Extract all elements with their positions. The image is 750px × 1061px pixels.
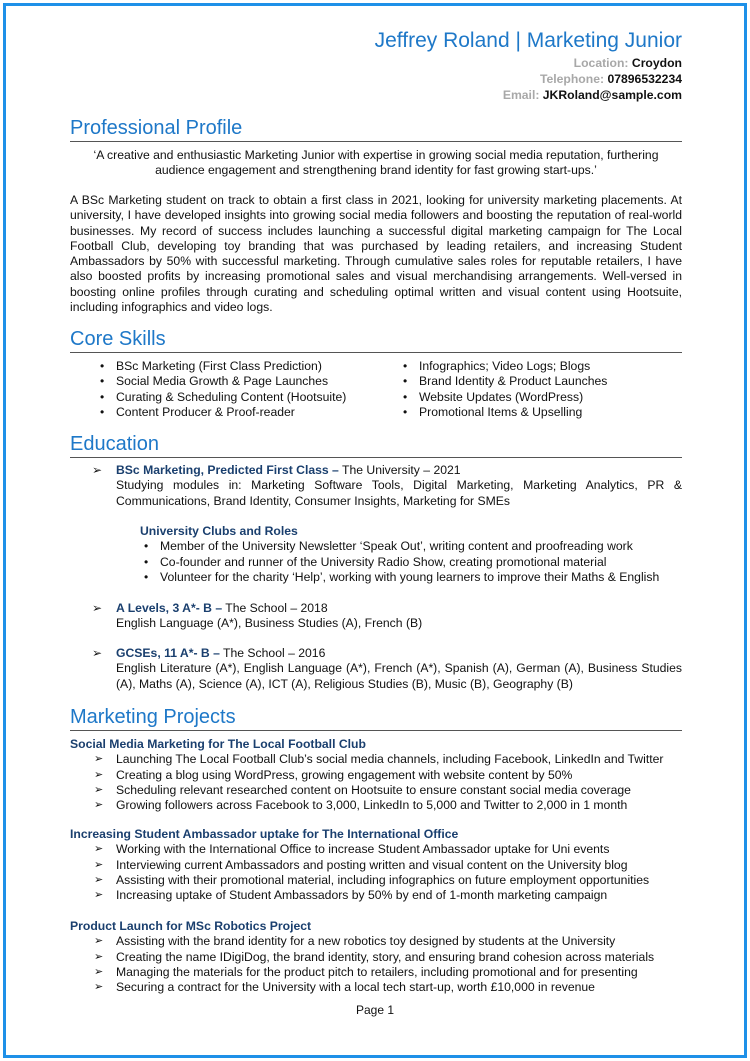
skill-item: • Brand Identity & Product Launches	[397, 374, 682, 389]
project-points	[70, 934, 682, 995]
degree-institution: The University – 2021	[338, 463, 461, 477]
project-point: ➢ Working with the International Office to increase Student Ambassador uptake for Uni events	[70, 842, 682, 857]
arrow-bullet-icon: ➢	[92, 463, 103, 477]
project-block	[70, 919, 682, 995]
telephone-value: 07896532234	[607, 72, 682, 86]
degree-modules: Studying modules in: Marketing Software Tools, Digital Marketing, Marketing Analytics, PR & Communications, Brand Identity, Consumer Insights, Marketing for SMEs	[116, 478, 682, 508]
email-value[interactable]: JKRoland@sample.com	[542, 88, 682, 102]
contact-telephone	[540, 72, 682, 87]
email-label: Email:	[502, 88, 540, 102]
arrow-bullet-icon: ➢	[92, 646, 103, 660]
skill-item: • Website Updates (WordPress)	[397, 390, 682, 405]
location-value: Croydon	[631, 56, 682, 70]
project-block	[70, 827, 682, 903]
clubs-heading: University Clubs and Roles	[140, 524, 298, 538]
project-point: ➢ Managing the materials for the product pitch to retailers, including promotional and for presenting	[70, 965, 682, 980]
project-point: ➢ Assisting with the brand identity for a new robotics toy designed by students at the University	[70, 934, 682, 949]
project-point: ➢ Creating a blog using WordPress, growing engagement with website content by 50%	[70, 768, 682, 783]
profile-quote: ‘A creative and enthusiastic Marketing Junior with expertise in growing social media reputation, furthering audience engagement and strengthening brand identity for fast growing start-ups.’	[93, 148, 659, 178]
project-point: ➢ Assisting with their promotional material, including infographics on future employment opportunities	[70, 873, 682, 888]
section-title-education: Education	[70, 432, 682, 458]
skill-item: • Content Producer & Proof-reader	[94, 405, 394, 420]
page-number: Page 1	[355, 1003, 395, 1017]
project-points	[70, 842, 682, 903]
section-title-profile: Professional Profile	[70, 116, 682, 142]
degree-subjects: English Literature (A*), English Language (A*), French (A*), Spanish (A), German (A), Business Studies (A), Maths (A), Science (A), ICT (A), Religious Studies (B), Music (B), Geography (B)	[116, 661, 682, 691]
skill-item: • Promotional Items & Upselling	[397, 405, 682, 420]
section-title-skills: Core Skills	[70, 327, 682, 353]
skill-item: • Social Media Growth & Page Launches	[94, 374, 394, 389]
degree-subjects: English Language (A*), Business Studies (A), French (B)	[116, 616, 423, 631]
club-item: • Member of the University Newsletter ‘Speak Out’, writing content and proofreading work	[138, 539, 682, 554]
degree-institution: The School – 2016	[219, 646, 326, 660]
degree-title: BSc Marketing, Predicted First Class –	[116, 463, 339, 477]
project-block	[70, 737, 682, 813]
skills-list-right	[397, 359, 682, 420]
club-item: • Volunteer for the charity ‘Help’, working with young learners to improve their Maths & English	[138, 570, 682, 585]
arrow-bullet-icon: ➢	[92, 601, 103, 615]
section-title-projects: Marketing Projects	[70, 705, 682, 731]
degree-title: A Levels, 3 A*- B –	[116, 601, 223, 615]
project-point: ➢ Launching The Local Football Club’s social media channels, including Facebook, LinkedIn and Twitter	[70, 752, 682, 767]
skill-item: • Infographics; Video Logs; Blogs	[397, 359, 682, 374]
project-heading: Product Launch for MSc Robotics Project	[70, 919, 312, 933]
location-label: Location:	[573, 56, 629, 70]
university-clubs	[140, 524, 682, 585]
project-heading: Social Media Marketing for The Local Football Club	[70, 737, 366, 751]
education-entry-gcses	[92, 646, 682, 692]
skill-item: • BSc Marketing (First Class Prediction)	[94, 359, 394, 374]
skills-list-left	[94, 359, 394, 420]
clubs-list	[138, 539, 682, 585]
project-points	[70, 752, 682, 813]
telephone-label: Telephone:	[539, 72, 605, 86]
club-item: • Co-founder and runner of the University Radio Show, creating promotional material	[138, 555, 682, 570]
project-point: ➢ Interviewing current Ambassadors and posting written and visual content on the University blog	[70, 858, 682, 873]
profile-summary: A BSc Marketing student on track to obtain a first class in 2021, looking for university marketing placements. At university, I have developed insights into growing social media followers and boosting the reputation of real-world businesses. My record of success includes launching a successful digital marketing campaign for The Local Football Club, developing toy branding that was purchased by leading retailers, and increasing Student Ambassadors by 50% with successful marketing. Through cumulative sales roles for reputable retailers, I have also boosted profits by increasing promotional sales and visual merchandising arrangements. Well-versed in boosting online profiles through curating and scheduling optimal written and visual content using Hootsuite, including infographics and video logs.	[70, 193, 682, 315]
skill-item: • Curating & Scheduling Content (Hootsuite)	[94, 390, 394, 405]
education-entry-bsc	[92, 463, 682, 509]
project-point: ➢ Increasing uptake of Student Ambassadors by 50% by end of 1-month marketing campaign	[70, 888, 682, 903]
project-point: ➢ Securing a contract for the University with a local tech start-up, worth £10,000 in revenue	[70, 980, 682, 995]
degree-institution: The School – 2018	[222, 601, 328, 615]
project-point: ➢ Creating the name IDigiDog, the brand identity, story, and ensuring brand cohesion across materials	[70, 950, 682, 965]
contact-email	[503, 88, 682, 103]
project-point: ➢ Scheduling relevant researched content on Hootsuite to ensure constant social media coverage	[70, 783, 682, 798]
education-entry-alevels	[92, 601, 682, 632]
project-heading: Increasing Student Ambassador uptake for The International Office	[70, 827, 459, 841]
contact-location	[574, 56, 682, 71]
degree-title: GCSEs, 11 A*- B –	[116, 646, 220, 660]
candidate-name-title: Jeffrey Roland | Marketing Junior	[374, 29, 682, 52]
project-point: ➢ Growing followers across Facebook to 3,000, LinkedIn to 5,000 and Twitter to 2,000 in 1 month	[70, 798, 682, 813]
